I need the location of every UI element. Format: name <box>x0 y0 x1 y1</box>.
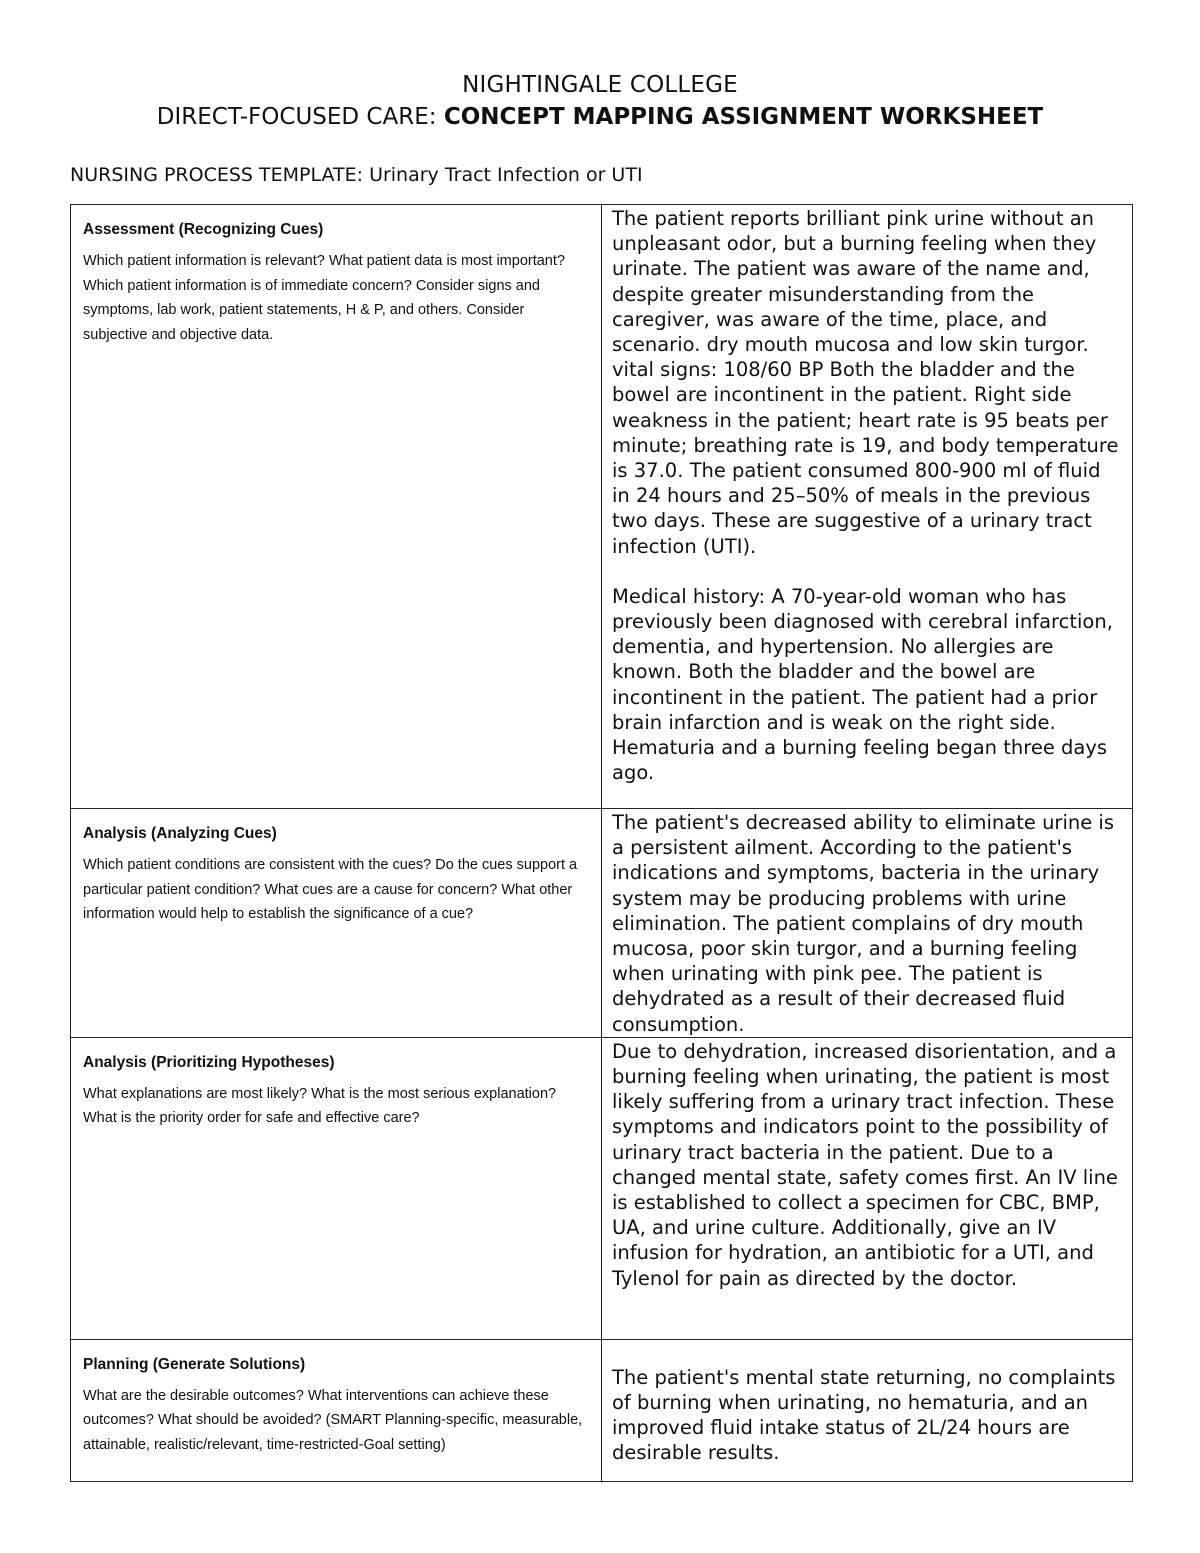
section-heading: Planning (Generate Solutions) <box>83 1355 306 1373</box>
prioritizing-response-cell <box>602 1037 1133 1339</box>
worksheet-title-prefix: DIRECT-FOCUSED CARE: <box>156 104 444 130</box>
table-row-analyzing-cues <box>71 809 1133 1038</box>
assessment-response-paragraph: The patient reports brilliant pink urine without an unpleasant odor, but a burning feeling when they urinate. The patient was aware of the name and, despite greater misunderstanding from the caregiver, was aware of the time, place, and scenario. dry mouth mucosa and low skin turgor. vital signs: 108/60 BP Both the bladder and the bowel are incontinent in the patient. Right side weakness in the patient; heart rate is 95 beats per minute; breathing rate is 19, and body temperature is 37.0. The patient consumed 800-900 ml of fluid in 24 hours and 25–50% of meals in the previous two days. These are suggestive of a urinary tract infection (UTI). <box>612 207 1119 558</box>
section-question: Which patient information is relevant? What patient data is most important? Which patient information is of immediate concern? Consider signs and symptoms, lab work, patient statements, H & P, and others. Consider subjective and objective data. <box>83 253 565 343</box>
planning-response: The patient's mental state returning, no complaints of burning when urinating, no hematuria, and an improved fluid intake status of 2L/24 hours are desirable results. <box>612 1365 1116 1465</box>
prioritizing-response: Due to dehydration, increased disorientation, and a burning feeling when urinating, the patient is most likely suffering from a urinary tract infection. These symptoms and indicators point to the possibility of urinary tract bacteria in the patient. Due to a changed mental state, safety comes first. An IV line is established to collect a specimen for CBC, BMP, UA, and urine culture. Additionally, give an IV infusion for hydration, an antibiotic for a UTI, and Tylenol for pain as directed by the doctor. <box>612 1039 1118 1290</box>
assessment-response-cell <box>602 205 1133 809</box>
section-heading: Analysis (Prioritizing Hypotheses) <box>83 1053 335 1071</box>
section-question: What explanations are most likely? What is the most serious explanation? What is the priority order for safe and effective care? <box>83 1085 557 1127</box>
worksheet-title-bold: CONCEPT MAPPING ASSIGNMENT WORKSHEET <box>443 104 1044 130</box>
analyzing-cues-response: The patient's decreased ability to eliminate urine is a persistent ailment. According to the patient's indications and symptoms, bacteria in the urinary system may be producing problems with urine elimination. The patient complains of dry mouth mucosa, poor skin turgor, and a burning feeling when urinating with pink pee. The patient is dehydrated as a result of their decreased fluid consumption. <box>612 811 1115 1036</box>
planning-prompt-cell <box>71 1339 602 1481</box>
template-label: NURSING PROCESS TEMPLATE: Urinary Tract Infection or UTI <box>70 164 643 186</box>
prioritizing-prompt-cell <box>71 1037 602 1339</box>
section-heading: Analysis (Analyzing Cues) <box>83 825 277 842</box>
section-question: What are the desirable outcomes? What interventions can achieve these outcomes? What should be avoided? (SMART Planning-specific, measurable, attainable, realistic/relevant, time-restricted-Goal setting) <box>83 1387 583 1453</box>
section-question: Which patient conditions are consistent with the cues? Do the cues support a particular patient condition? What cues are a cause for concern? What other information would help to establish the significance of a cue? <box>83 857 578 922</box>
document-header <box>0 70 1200 132</box>
assessment-prompt-cell <box>71 205 602 809</box>
medical-history-paragraph: Medical history: A 70-year-old woman who has previously been diagnosed with cerebral infarction, dementia, and hypertension. No allergies are known. Both the bladder and the bowel are incontinent in the patient. The patient had a prior brain infarction and is weak on the right side. Hematuria and a burning feeling began three days ago. <box>612 584 1113 785</box>
analyzing-cues-prompt-cell <box>71 809 602 1038</box>
table-row-prioritizing-hypotheses <box>71 1037 1133 1339</box>
analyzing-cues-response-cell <box>602 809 1133 1038</box>
worksheet-title <box>0 102 1200 132</box>
nursing-process-table <box>70 204 1133 1482</box>
college-name: NIGHTINGALE COLLEGE <box>462 72 738 98</box>
table-row-planning <box>71 1339 1133 1481</box>
planning-response-cell <box>602 1339 1133 1481</box>
section-heading: Assessment (Recognizing Cues) <box>83 221 324 238</box>
table-row-assessment <box>71 205 1133 809</box>
